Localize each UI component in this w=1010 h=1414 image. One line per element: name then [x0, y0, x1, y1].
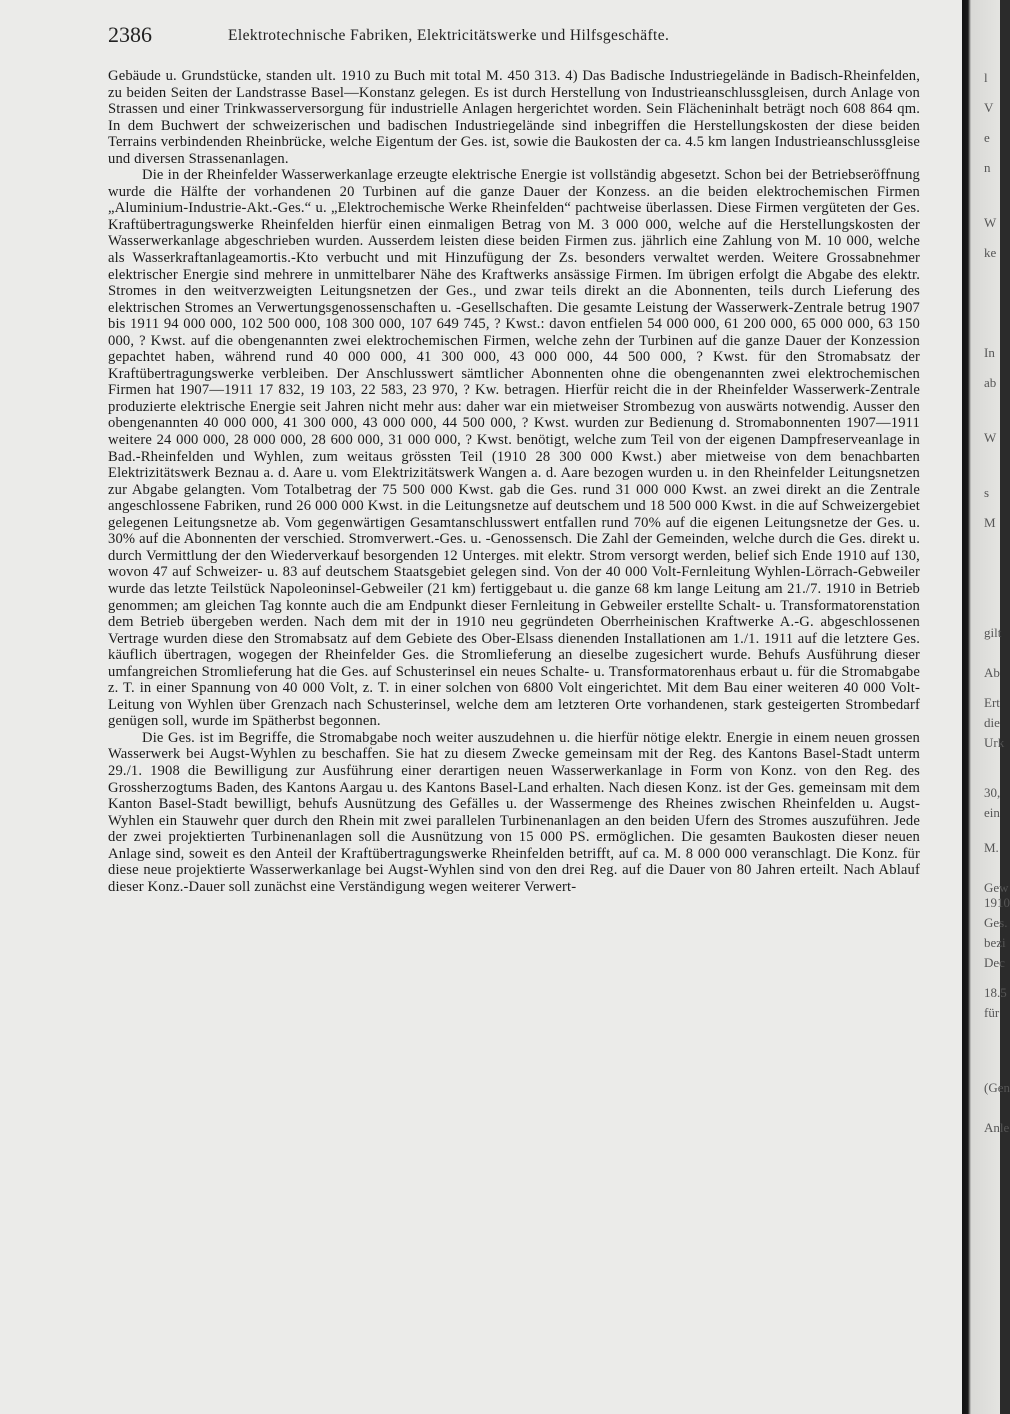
facing-page-fragment: für [984, 1005, 1000, 1020]
facing-page-fragment: ab [984, 375, 997, 390]
facing-page-fragment: Anle [984, 1120, 1010, 1135]
running-title: Elektrotechnische Fabriken, Elektricitätswerke und Hilfsgeschäfte. [228, 27, 670, 44]
facing-page-fragment: bezi [984, 935, 1006, 950]
page-header [108, 22, 908, 52]
facing-page-fragment: Ert [984, 695, 1000, 710]
facing-page-fragment: M. [984, 840, 999, 855]
facing-page-fragment: ein [984, 805, 1000, 820]
facing-page-fragment: Ges. [984, 915, 1008, 930]
facing-page-fragment: l [984, 70, 988, 85]
facing-page-fragment: 30, [984, 785, 1001, 800]
facing-page-fragment: (Gen [984, 1080, 1010, 1095]
paragraph-3: Die Ges. ist im Begriffe, die Stromabgabe noch weiter auszudehnen u. die hierfür nötige elektr. Energie in einem neuen grossen Wasserwerk bei Augst-Wyhlen zu beschaffen. Sie hat zu diesem Zwecke gemeinsam mit der Reg. des Kantons Basel-Stadt unterm 29./1. 1908 die Bewilligung zur Ausführung einer derartigen neuen Wasserwerkanlage in Form von Konz. von den Reg. des Grossherzogtums Baden, des Kantons Aargau u. des Kantons Basel-Land erhalten. Nach diesen Konz. ist der Ges. gemeinsam mit dem Kanton Basel-Stadt bewilligt, behufs Ausnützung des Gefälles u. der Wassermenge des Rheines zwischen Rheinfelden u. Augst-Wyhlen ein Stauwehr quer durch den Rhein mit zwei parallelen Turbinenanlagen an den beiden Ufern des Stromes auszuführen. Jede der zwei projektierten Turbinenanlagen soll die Ausnützung von 15 000 PS. ermöglichen. Die gesamten Baukosten dieser neuen Anlage sind, soweit es den Anteil der Kraftübertragungswerke Rheinfelden betrifft, auf ca. M. 8 000 000 veranschlagt. Die Konz. für diese neue projektierte Wasserwerkanlage bei Augst-Wyhlen sind von den drei Reg. auf die Dauer von 80 Jahren erteilt. Nach Ablauf dieser Konz.-Dauer soll zunächst eine Verständigung wegen weiterer Verwert- [108, 729, 920, 895]
facing-page-fragment: 1910 [984, 895, 1010, 910]
facing-page-fragment: M [984, 515, 996, 530]
facing-page-fragment: In [984, 345, 995, 360]
facing-page-fragment: Gew [984, 880, 1009, 895]
facing-page-fragment: s [984, 485, 990, 500]
facing-page-fragment: 18.5 [984, 985, 1007, 1000]
facing-page-fragment: ke [984, 245, 997, 260]
facing-page-fragment: V [984, 100, 994, 115]
facing-page-fragment: Ab [984, 665, 1000, 680]
body-text [108, 68, 920, 895]
page-number: 2386 [108, 22, 152, 47]
facing-page-fragment: gilt [984, 625, 1002, 640]
facing-page-fragment: W [984, 430, 997, 445]
facing-page-fragment: e [984, 130, 990, 145]
facing-page-edge [962, 0, 1010, 1414]
facing-page-fragment: W [984, 215, 997, 230]
facing-page-fragment: Dec [984, 955, 1005, 970]
facing-page-fragment: die [984, 715, 1000, 730]
paragraph-1: Gebäude u. Grundstücke, standen ult. 1910 zu Buch mit total M. 450 313. 4) Das Badische Industriegelände in Badisch-Rheinfelden, zu beiden Seiten der Landstrasse Basel—Konstanz gelegen. Es ist durch Herstellung von Industrieanschlussgleisen, durch Anlage von Strassen und einer Trinkwasserversorgung für industrielle Anlagen hergerichtet worden. Sein Flächeninhalt beträgt noch 608 864 qm. In dem Buchwert der schweizerischen und badischen Industriegelände sind inbegriffen die Herstellungskosten der diese beiden Terrains verbindenden Rheinbrücke, welche Eigentum der Ges. ist, sowie die Baukosten der ca. 4.5 km langen Industrieanschlussgleise und diversen Strassenanlagen. [108, 68, 920, 167]
facing-page-fragment: n [984, 160, 991, 175]
facing-page-fragment: Urk [984, 735, 1005, 750]
paragraph-2: Die in der Rheinfelder Wasserwerkanlage erzeugte elektrische Energie ist vollständig abgesetzt. Schon bei der Betriebseröffnung wurde die Hälfte der vorhandenen 20 Turbinen auf die ganze Dauer der Konzess. an die beiden elektrochemischen Firmen „Aluminium-Industrie-Akt.-Ges.“ u. „Elektrochemische Werke Rheinfelden“ pachtweise überlassen. Diese Firmen vergüteten der Ges. Kraftübertragungswerke Rheinfelden hierfür einen einmaligen Betrag von M. 3 000 000, welche auf die Herstellungskosten der Wasserwerkanlage abgeschrieben wurden. Ausserdem leisten diese beiden Firmen zus. jährlich eine Zahlung von M. 10 000, welche als Wasserkraftanlageamortis.-Kto verbucht und mit Hinzufügung der Zs. besonders verwaltet werden. Weitere Grossabnehmer elektrischer Energie sind mehrere in unmittelbarer Nähe des Kraftwerks ansässige Firmen. Im übrigen erfolgt die Abgabe des elektr. Stromes in den weitverzweigten Leitungsnetzen der Ges., und zwar teils direkt an die Abonnenten, teils durch Lieferung des elektrischen Stromes an Verwertungsgenossenschaften u. -Gesellschaften. Die gesamte Leistung der Wasserwerk-Zentrale betrug 1907 bis 1911 94 000 000, 102 500 000, 108 300 000, 107 649 745, ? Kwst.: davon entfielen 54 000 000, 61 200 000, 65 000 000, 63 150 000, ? Kwst. auf die obengenannten zwei elektrochemischen Firmen, welche zehn der Turbinen auf die ganze Dauer der Konzession gepachtet haben, während rund 40 000 000, 41 300 000, 43 000 000, 44 500 000, ? Kwst. für den Stromabsatz der Kraftübertragungswerke verbleiben. Der Anschlusswert sämtlicher Abonnenten ohne die obengenannten zwei elektrochemischen Firmen hat 1907—1911 17 832, 19 103, 22 583, 23 970, ? Kw. betragen. Hierfür reicht die in der Rheinfelder Wasserwerk-Zentrale produzierte elektrische Energie seit Jahren nicht mehr aus: daher war ein mietweiser Strombezug von auswärts notwendig. Ausser den obengenannten 40 000 000, 41 300 000, 43 000 000, 44 500 000, ? Kwst. wurden zur Bedienung d. Stromabonnenten 1907—1911 weitere 24 000 000, 28 000 000, 28 600 000, 31 000 000, ? Kwst. benötigt, welche zum Teil von der eigenen Dampfreserveanlage in Bad.-Rheinfelden und Wyhlen, zum weitaus grössten Teil (1910 28 300 000 Kwst.) aber mietweise von dem benachbarten Elektrizitätswerk Beznau a. d. Aare u. vom Elektrizitätswerk Wangen a. d. Aare bezogen wurden u. in den Rheinfelder Leitungsnetzen zur Abgabe gelangten. Vom Totalbetrag der 75 500 000 Kwst. gab die Ges. rund 31 000 000 Kwst. an zwei direkt an die Zentrale angeschlossene Fabriken, rund 26 000 000 Kwst. in die Leitungsnetze auf deutschem und 18 500 000 Kwst. in die auf Schweizergebiet gelegenen Leitungsnetze ab. Vom gegenwärtigen Gesamtanschlusswert entfallen rund 70% auf die eigenen Leitungsnetze der Ges. u. 30% auf die Abonnenten der verschied. Stromverwert.-Ges. u. -Genossensch. Die Zahl der Gemeinden, welche durch die Ges. direkt u. durch Vermittlung der den Wiederverkauf besorgenden 12 Unterges. mit elektr. Strom versorgt werden, belief sich Ende 1910 auf 130, wovon 47 auf Schweizer- u. 83 auf deutschem Staatsgebiet gelegen sind. Von der 40 000 Volt-Fernleitung Wyhlen-Lörrach-Gebweiler wurde das letzte Teilstück Napoleoninsel-Gebweiler (21 km) fertiggebaut u. die ganze 68 km lange Leitung am 21./7. 1910 in Betrieb genommen; am gleichen Tag konnte auch die am Endpunkt dieser Fernleitung in Gebweiler erstellte Schalt- u. Transformatorenstation dem Betrieb übergeben werden. Nach dem mit der in 1910 neu gegründeten Oberrheinischen Kraftwerke A.-G. abgeschlossenen Vertrage wurden diese den Stromabsatz auf dem Gebiete des Ober-Elsass dienenden Installationen am 1./1. 1911 auf die letztere Ges. käuflich übertragen, wogegen der Rheinfelder Ges. die Stromlieferung an dieselbe zugesichert wurde. Behufs Ausführung dieser umfangreichen Stromlieferung hat die Ges. auf Schusterinsel ein neues Schalte- u. Transformatorenhaus erbaut u. für die Stromabgabe z. T. in einer Spannung von 40 000 Volt, z. T. in einer solchen von 6800 Volt eingerichtet. Mit dem Bau einer weiteren 40 000 Volt-Leitung von Wyhlen über Grenzach nach Schusterinsel, welche dem am letzteren Orte vorhandenen, stark gesteigerten Strombedarf genügen soll, wurde im Spätherbst begonnen. [108, 167, 920, 730]
